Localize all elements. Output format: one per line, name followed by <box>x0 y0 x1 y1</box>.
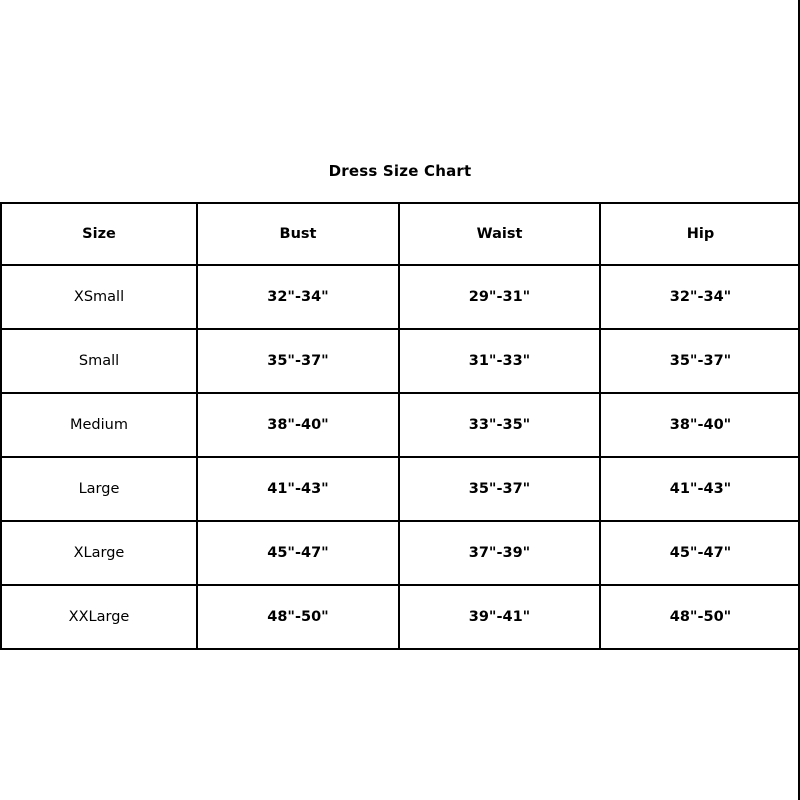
cell-bust: 38"-40" <box>197 393 399 457</box>
cell-hip: 48"-50" <box>600 585 800 649</box>
cell-hip: 41"-43" <box>600 457 800 521</box>
table-row <box>1 393 800 457</box>
column-header-bust: Bust <box>197 203 399 265</box>
table-header-row <box>1 203 800 265</box>
table-row <box>1 457 800 521</box>
cell-bust: 45"-47" <box>197 521 399 585</box>
cell-hip: 35"-37" <box>600 329 800 393</box>
cell-size: XXLarge <box>1 585 197 649</box>
cell-size: Large <box>1 457 197 521</box>
cell-hip: 45"-47" <box>600 521 800 585</box>
size-chart-table-wrapper <box>0 202 800 650</box>
cell-bust: 32"-34" <box>197 265 399 329</box>
cell-hip: 32"-34" <box>600 265 800 329</box>
cell-waist: 33"-35" <box>399 393 600 457</box>
cell-size: Medium <box>1 393 197 457</box>
cell-waist: 35"-37" <box>399 457 600 521</box>
column-header-size: Size <box>1 203 197 265</box>
table-row <box>1 329 800 393</box>
cell-bust: 48"-50" <box>197 585 399 649</box>
cell-waist: 39"-41" <box>399 585 600 649</box>
table-row <box>1 521 800 585</box>
column-header-hip: Hip <box>600 203 800 265</box>
cell-waist: 29"-31" <box>399 265 600 329</box>
table-row <box>1 265 800 329</box>
page-title: Dress Size Chart <box>328 162 472 180</box>
table-row <box>1 585 800 649</box>
cell-waist: 37"-39" <box>399 521 600 585</box>
cell-size: XSmall <box>1 265 197 329</box>
cell-bust: 35"-37" <box>197 329 399 393</box>
size-chart-table <box>0 202 800 650</box>
column-header-waist: Waist <box>399 203 600 265</box>
cell-hip: 38"-40" <box>600 393 800 457</box>
cell-size: XLarge <box>1 521 197 585</box>
cell-size: Small <box>1 329 197 393</box>
cell-bust: 41"-43" <box>197 457 399 521</box>
cell-waist: 31"-33" <box>399 329 600 393</box>
